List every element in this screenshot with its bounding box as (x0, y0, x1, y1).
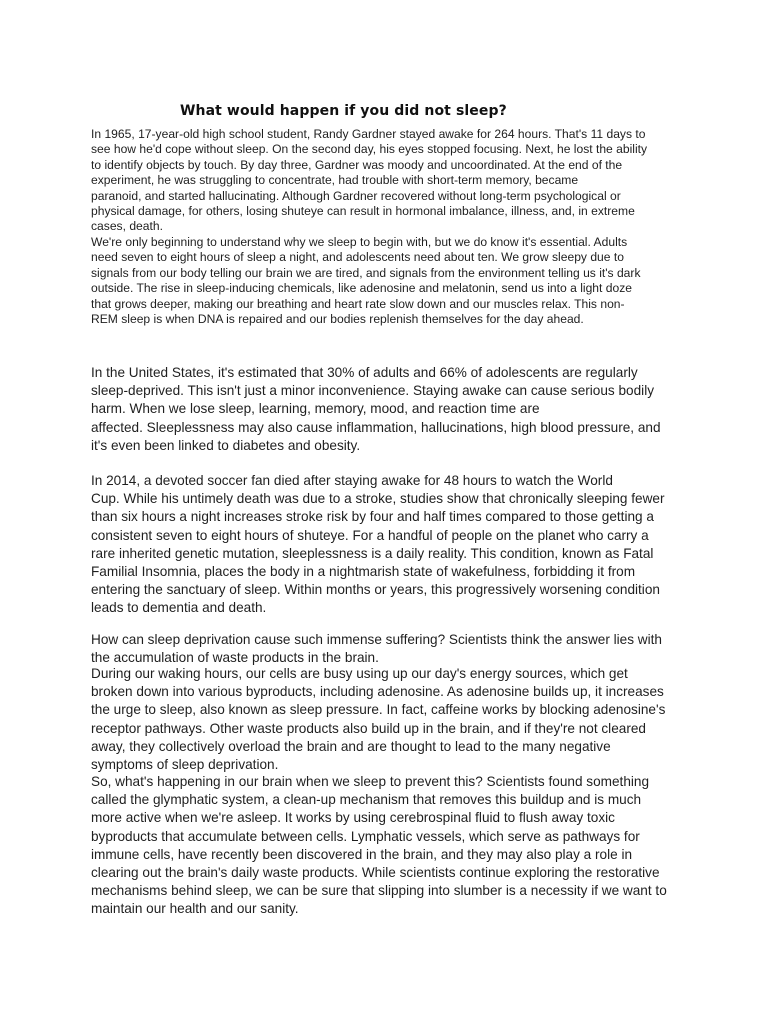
paragraph-why-we-sleep: We're only beginning to understand why we sleep to begin with, but we do know it's essential. Adults need seven to eight hours of sleep a night, and adolescents need about ten. We grow sleepy due to signals from our body telling our brain we are tired, and signals from the environment telling us it's dark outside. The rise in sleep-inducing chemicals, like adenosine and melatonin, send us into a light doze that grows deeper, making our breathing and heart rate slow down and our muscles relax. This non- REM sleep is when DNA is repaired and our bodies replenish themselves for the day ahead. (91, 235, 641, 327)
paragraph-waste-products-question: How can sleep deprivation cause such immense suffering? Scientists think the answer lies with the accumulation of waste products in the brain. (91, 632, 662, 666)
document-title: What would happen if you did not sleep? (180, 103, 507, 120)
paragraph-stroke-and-fatal-insomnia: In 2014, a devoted soccer fan died after staying awake for 48 hours to watch the World Cup. While his untimely death was due to a stroke, studies show that chronically sleeping fewer than six hours a night increases stroke risk by four and half times compared to those getting a consistent seven to eight hours of shuteye. For a handful of people on the planet who carry a rare inherited genetic mutation, sleeplessness is a daily reality. This condition, known as Fatal Familial Insomnia, places the body in a nightmarish state of wakefulness, forbidding it from entering the sanctuary of sleep. Within months or years, this progressively worsening condition leads to dementia and death. (91, 473, 665, 616)
paragraph-randy-gardner: In 1965, 17-year-old high school student, Randy Gardner stayed awake for 264 hours. That's 11 days to see how he'd cope without sleep. On the second day, his eyes stopped focusing. Next, he lost the ability to identify objects by touch. By day three, Gardner was moody and uncoordinated. At the end of the experiment, he was struggling to concentrate, had trouble with short-term memory, became paranoid, and started hallucinating. Although Gardner recovered without long-term psychological or physical damage, for others, losing shuteye can result in hormonal imbalance, illness, and, in extreme cases, death. (91, 127, 648, 234)
paragraph-adenosine-buildup: During our waking hours, our cells are busy using up our day's energy sources, which get broken down into various byproducts, including adenosine. As adenosine builds up, it increases the urge to sleep, also known as sleep pressure. In fact, caffeine works by blocking adenosine's receptor pathways. Other waste products also build up in the brain, and if they're not cleared away, they collectively overload the brain and are thought to lead to the many negative symptoms of sleep deprivation. (91, 666, 666, 773)
paragraph-glymphatic-system: So, what's happening in our brain when we sleep to prevent this? Scientists found something called the glymphatic system, a clean-up mechanism that removes this buildup and is much more active when we're asleep. It works by using cerebrospinal fluid to flush away toxic byproducts that accumulate between cells. Lymphatic vessels, which serve as pathways for immune cells, have recently been discovered in the brain, and they may also play a role in clearing out the brain's daily waste products. While scientists continue exploring the restorative mechanisms behind sleep, we can be sure that slipping into slumber is a necessity if we want to maintain our health and our sanity. (91, 774, 667, 917)
paragraph-sleep-deprivation-statistics: In the United States, it's estimated that 30% of adults and 66% of adolescents are regularly sleep-deprived. This isn't just a minor inconvenience. Staying awake can cause serious bodily harm. When we lose sleep, learning, memory, mood, and reaction time are affected. Sleeplessness may also cause inflammation, hallucinations, high blood pressure, and it's even been linked to diabetes and obesity. (91, 365, 661, 453)
